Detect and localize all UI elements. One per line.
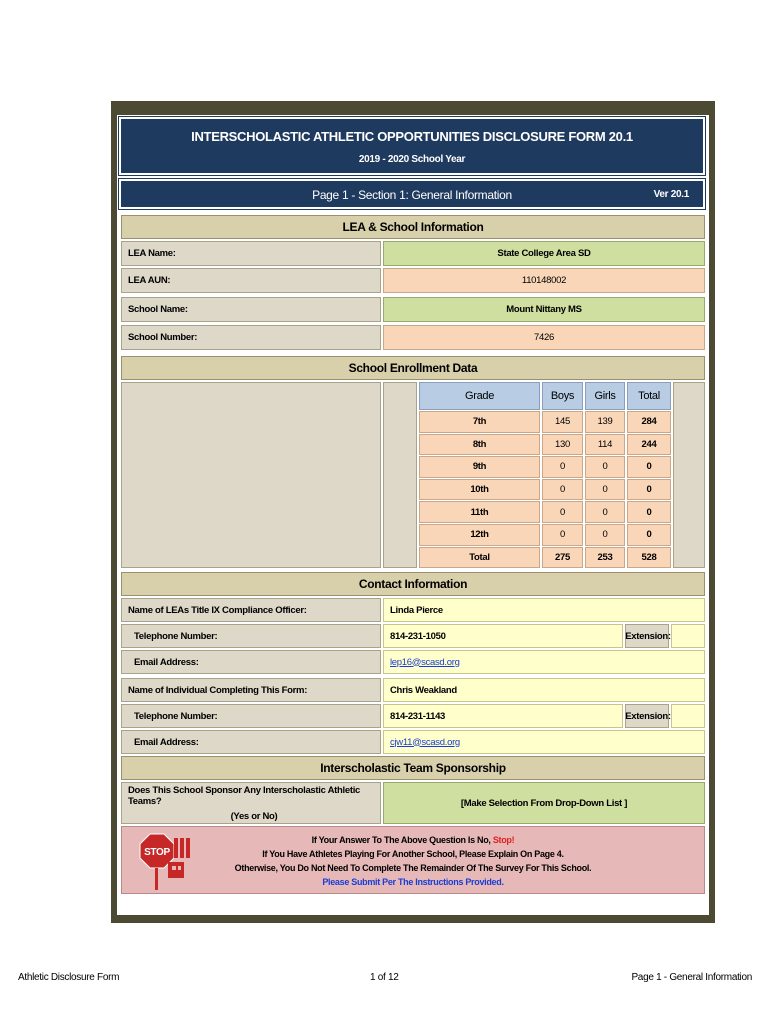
enrollment-left-panel [121,382,381,568]
enrollment-cell: 12th [419,524,540,546]
enrollment-cell[interactable]: 114 [585,434,625,456]
officer-extension-label: Extension: [625,624,669,648]
compliance-officer-label: Name of LEAs Title IX Compliance Officer: [121,598,381,622]
footer-right: Page 1 - General Information [631,972,752,983]
enrollment-cell: 0 [627,524,671,546]
school-number-label: School Number: [121,325,381,350]
lea-aun-label: LEA AUN: [121,268,381,293]
enrollment-cell[interactable]: 0 [542,501,583,523]
enrollment-cell[interactable]: 0 [542,524,583,546]
notice-line-4: Please Submit Per The Instructions Provided. [322,877,504,887]
completer-email-link[interactable]: cjw11@scasd.org [390,736,460,748]
enrollment-spacer [383,382,417,568]
notice-line-1 [122,835,704,845]
footer-page-count: 1 of 12 [370,972,399,983]
title-banner [119,117,705,175]
officer-email-field[interactable] [383,650,705,674]
notice-line-2: If You Have Athletes Playing For Another School, Please Explain On Page 4. [262,849,564,859]
enrollment-header-grade: Grade [419,382,540,410]
form-title: INTERSCHOLASTIC ATHLETIC OPPORTUNITIES DISCLOSURE FORM 20.1 [191,129,633,144]
enrollment-cell: 0 [627,479,671,501]
enrollment-cell: 0 [627,456,671,478]
enrollment-cell: 244 [627,434,671,456]
enrollment-cell: 0 [627,501,671,523]
enrollment-total-cell: 253 [585,547,625,569]
enrollment-cell: 284 [627,411,671,433]
enrollment-cell: 9th [419,456,540,478]
completer-phone-label: Telephone Number: [121,704,381,728]
lea-name-label: LEA Name: [121,241,381,266]
officer-email-link[interactable]: lep16@scasd.org [390,656,460,668]
school-name-value[interactable]: Mount Nittany MS [383,297,705,322]
enrollment-total-cell: 275 [542,547,583,569]
enrollment-cell[interactable]: 0 [585,524,625,546]
page-section-title: Page 1 - Section 1: General Information [312,188,512,202]
completer-label: Name of Individual Completing This Form: [121,678,381,702]
sponsorship-question [121,782,381,824]
officer-extension-value[interactable] [671,624,705,648]
footer-left: Athletic Disclosure Form [18,972,120,983]
form-body [117,115,709,915]
stop-notice [121,826,705,894]
enrollment-header-total: Total [627,382,671,410]
completer-email-label: Email Address: [121,730,381,754]
enrollment-cell[interactable]: 130 [542,434,583,456]
enrollment-cell[interactable]: 0 [542,456,583,478]
enrollment-cell[interactable]: 0 [542,479,583,501]
enrollment-cell[interactable]: 0 [585,501,625,523]
version-label: Ver 20.1 [653,189,689,200]
enrollment-cell: 10th [419,479,540,501]
lea-aun-value[interactable]: 110148002 [383,268,705,293]
school-number-value[interactable]: 7426 [383,325,705,350]
school-name-label: School Name: [121,297,381,322]
officer-phone-label: Telephone Number: [121,624,381,648]
enrollment-cell[interactable]: 139 [585,411,625,433]
school-year: 2019 - 2020 School Year [358,154,466,165]
enrollment-cell: 11th [419,501,540,523]
completer-extension-value[interactable] [671,704,705,728]
enrollment-cell[interactable]: 0 [585,479,625,501]
contact-section-heading: Contact Information [121,572,705,596]
stop-sign-text: STOP [144,847,170,858]
lea-section-heading: LEA & School Information [121,215,705,239]
notice-line-1-text: If Your Answer To The Above Question Is No, [311,835,493,845]
enrollment-cell[interactable]: 0 [585,456,625,478]
enrollment-cell[interactable]: 145 [542,411,583,433]
notice-line-3: Otherwise, You Do Not Need To Complete The Remainder Of The Survey For This School. [234,863,592,873]
sponsorship-question-line2: (Yes or No) [230,810,278,822]
form-frame [111,101,715,923]
enrollment-cell: 7th [419,411,540,433]
lea-name-value[interactable]: State College Area SD [383,241,705,266]
sponsorship-question-line1: Does This School Sponsor Any Interscholastic Athletic Teams? [128,784,361,807]
completer-email-field[interactable] [383,730,705,754]
sponsorship-dropdown[interactable]: [Make Selection From Drop-Down List ] [383,782,705,824]
officer-phone-value[interactable]: 814-231-1050 [383,624,623,648]
notice-stop-word: Stop! [492,835,515,845]
enrollment-header-boys: Boys [542,382,583,410]
enrollment-total-cell: 528 [627,547,671,569]
completer-phone-value[interactable]: 814-231-1143 [383,704,623,728]
section-bar [119,179,705,209]
enrollment-header-girls: Girls [585,382,625,410]
sponsorship-section-heading: Interscholastic Team Sponsorship [121,756,705,780]
compliance-officer-name[interactable]: Linda Pierce [383,598,705,622]
enrollment-total-cell: Total [419,547,540,569]
enrollment-cell: 8th [419,434,540,456]
completer-extension-label: Extension: [625,704,669,728]
enrollment-right-spacer [673,382,705,568]
enrollment-section-heading: School Enrollment Data [121,356,705,380]
completer-name[interactable]: Chris Weakland [383,678,705,702]
officer-email-label: Email Address: [121,650,381,674]
